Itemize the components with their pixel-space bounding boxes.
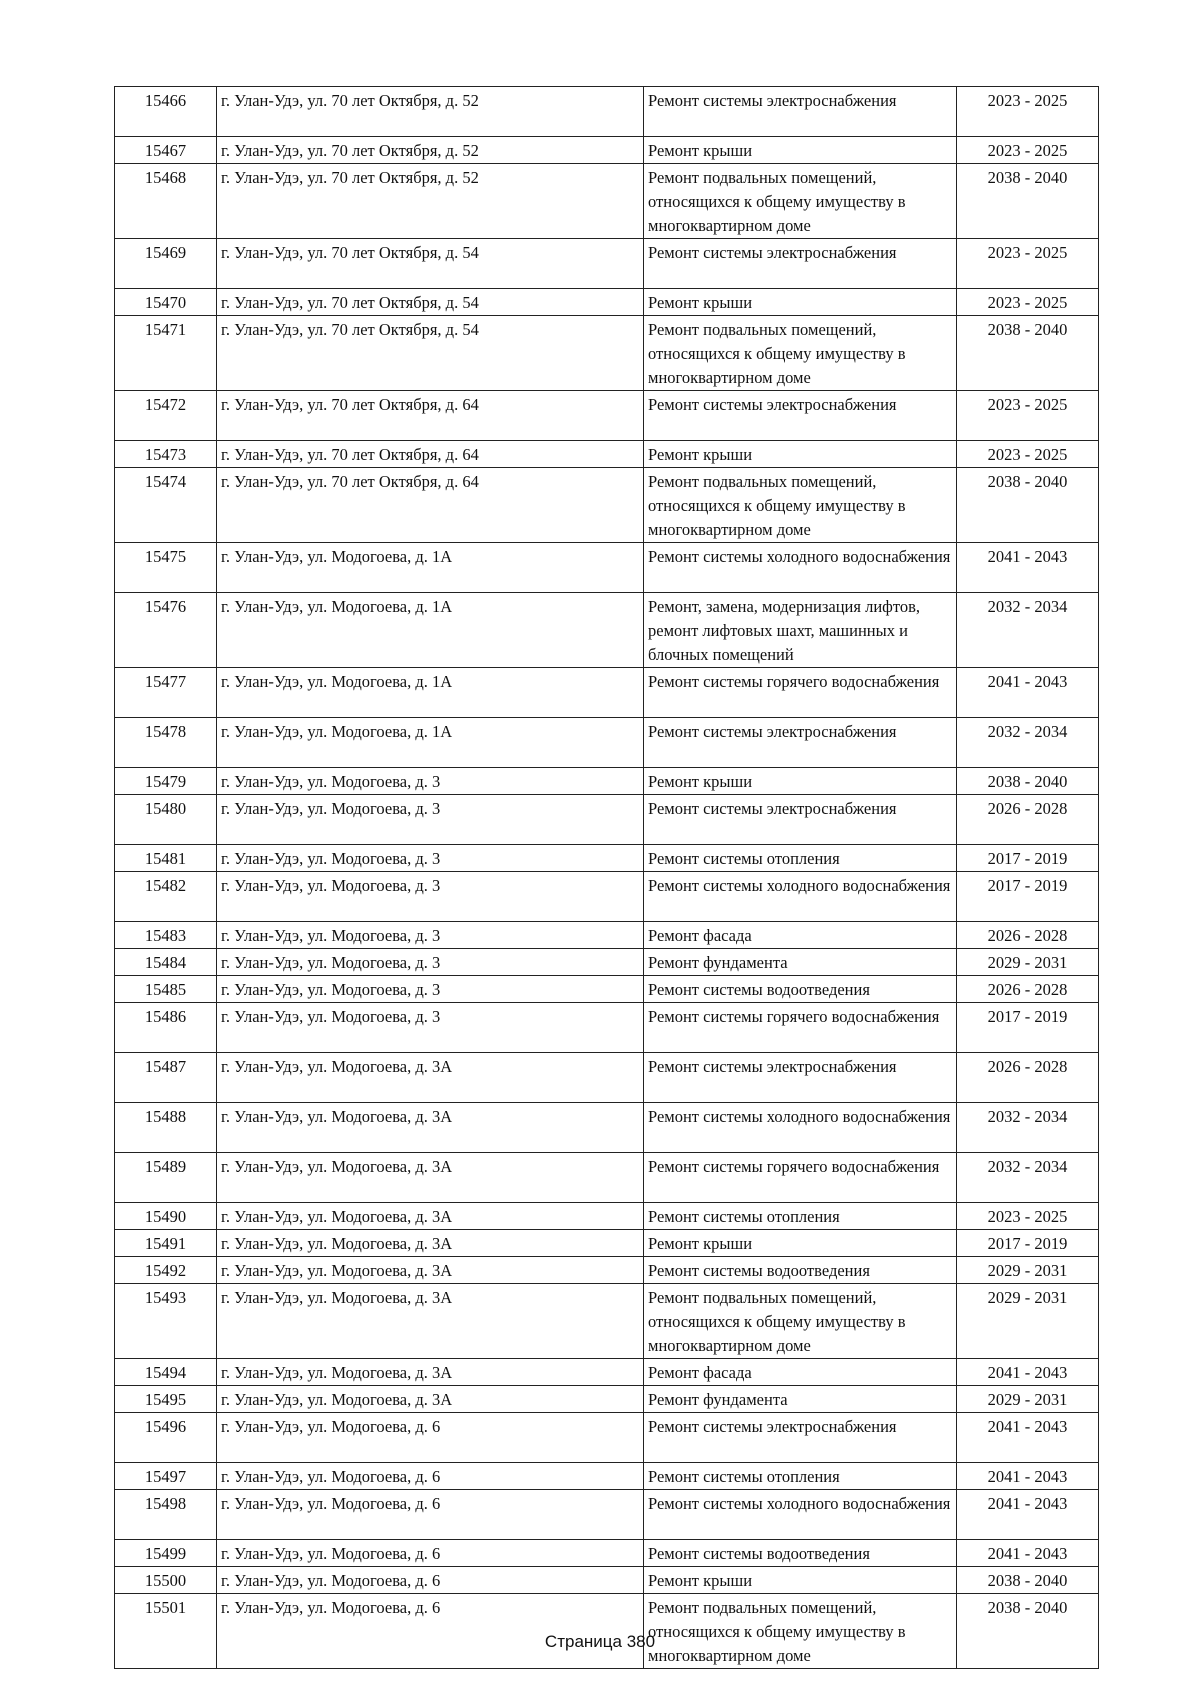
row-number-cell: 15481 — [115, 845, 217, 872]
row-number-cell: 15487 — [115, 1053, 217, 1103]
period-cell: 2041 - 2043 — [957, 1359, 1099, 1386]
row-number-cell: 15488 — [115, 1103, 217, 1153]
table-row — [115, 976, 1099, 1003]
period-cell: 2023 - 2025 — [957, 289, 1099, 316]
work-type-cell: Ремонт системы холодного водоснабжения — [644, 1490, 957, 1540]
address-cell: г. Улан-Удэ, ул. Модогоева, д. 3 — [217, 768, 644, 795]
address-cell: г. Улан-Удэ, ул. Модогоева, д. 6 — [217, 1463, 644, 1490]
work-type-cell: Ремонт системы горячего водоснабжения — [644, 1003, 957, 1053]
work-type-cell: Ремонт системы отопления — [644, 1463, 957, 1490]
row-number-cell: 15495 — [115, 1386, 217, 1413]
period-cell: 2029 - 2031 — [957, 949, 1099, 976]
work-type-cell: Ремонт системы отопления — [644, 845, 957, 872]
table-row — [115, 1230, 1099, 1257]
row-number-cell: 15469 — [115, 239, 217, 289]
period-cell: 2032 - 2034 — [957, 1153, 1099, 1203]
table-row — [115, 872, 1099, 922]
table-row — [115, 1053, 1099, 1103]
work-type-cell: Ремонт подвальных помещений, относящихся к общему имуществу в многоквартирном доме — [644, 468, 957, 543]
table-row — [115, 1490, 1099, 1540]
work-type-cell: Ремонт подвальных помещений, относящихся к общему имуществу в многоквартирном доме — [644, 1594, 957, 1669]
row-number-cell: 15489 — [115, 1153, 217, 1203]
row-number-cell: 15493 — [115, 1284, 217, 1359]
address-cell: г. Улан-Удэ, ул. Модогоева, д. 3А — [217, 1284, 644, 1359]
period-cell: 2023 - 2025 — [957, 391, 1099, 441]
row-number-cell: 15483 — [115, 922, 217, 949]
row-number-cell: 15494 — [115, 1359, 217, 1386]
table-row — [115, 1540, 1099, 1567]
row-number-cell: 15476 — [115, 593, 217, 668]
address-cell: г. Улан-Удэ, ул. 70 лет Октября, д. 52 — [217, 164, 644, 239]
period-cell: 2026 - 2028 — [957, 795, 1099, 845]
period-cell: 2038 - 2040 — [957, 1594, 1099, 1669]
work-type-cell: Ремонт крыши — [644, 768, 957, 795]
row-number-cell: 15470 — [115, 289, 217, 316]
table-row — [115, 289, 1099, 316]
period-cell: 2023 - 2025 — [957, 1203, 1099, 1230]
table-row — [115, 1386, 1099, 1413]
address-cell: г. Улан-Удэ, ул. Модогоева, д. 6 — [217, 1490, 644, 1540]
period-cell: 2017 - 2019 — [957, 1003, 1099, 1053]
row-number-cell: 15479 — [115, 768, 217, 795]
address-cell: г. Улан-Удэ, ул. 70 лет Октября, д. 54 — [217, 239, 644, 289]
address-cell: г. Улан-Удэ, ул. Модогоева, д. 3 — [217, 1003, 644, 1053]
address-cell: г. Улан-Удэ, ул. Модогоева, д. 3А — [217, 1359, 644, 1386]
address-cell: г. Улан-Удэ, ул. Модогоева, д. 1А — [217, 718, 644, 768]
table-row — [115, 543, 1099, 593]
table-row — [115, 164, 1099, 239]
row-number-cell: 15496 — [115, 1413, 217, 1463]
work-type-cell: Ремонт системы электроснабжения — [644, 87, 957, 137]
row-number-cell: 15474 — [115, 468, 217, 543]
work-type-cell: Ремонт системы холодного водоснабжения — [644, 1103, 957, 1153]
work-type-cell: Ремонт крыши — [644, 289, 957, 316]
row-number-cell: 15466 — [115, 87, 217, 137]
period-cell: 2032 - 2034 — [957, 1103, 1099, 1153]
work-type-cell: Ремонт системы электроснабжения — [644, 1413, 957, 1463]
address-cell: г. Улан-Удэ, ул. Модогоева, д. 3А — [217, 1103, 644, 1153]
period-cell: 2032 - 2034 — [957, 593, 1099, 668]
address-cell: г. Улан-Удэ, ул. 70 лет Октября, д. 52 — [217, 137, 644, 164]
work-type-cell: Ремонт системы водоотведения — [644, 976, 957, 1003]
address-cell: г. Улан-Удэ, ул. Модогоева, д. 3 — [217, 949, 644, 976]
work-type-cell: Ремонт фасада — [644, 1359, 957, 1386]
page-number: Страница 380 — [544, 1632, 656, 1651]
table-row — [115, 795, 1099, 845]
table-row — [115, 1359, 1099, 1386]
address-cell: г. Улан-Удэ, ул. Модогоева, д. 6 — [217, 1540, 644, 1567]
address-cell: г. Улан-Удэ, ул. Модогоева, д. 3 — [217, 976, 644, 1003]
period-cell: 2032 - 2034 — [957, 718, 1099, 768]
row-number-cell: 15490 — [115, 1203, 217, 1230]
work-type-cell: Ремонт фасада — [644, 922, 957, 949]
row-number-cell: 15497 — [115, 1463, 217, 1490]
table-row — [115, 1257, 1099, 1284]
row-number-cell: 15501 — [115, 1594, 217, 1669]
table-row — [115, 768, 1099, 795]
address-cell: г. Улан-Удэ, ул. 70 лет Октября, д. 64 — [217, 441, 644, 468]
table-row — [115, 922, 1099, 949]
work-type-cell: Ремонт крыши — [644, 1230, 957, 1257]
work-type-cell: Ремонт системы электроснабжения — [644, 718, 957, 768]
table-row — [115, 391, 1099, 441]
table-row — [115, 1463, 1099, 1490]
row-number-cell: 15499 — [115, 1540, 217, 1567]
period-cell: 2026 - 2028 — [957, 922, 1099, 949]
repair-schedule-table — [114, 86, 1099, 1669]
row-number-cell: 15473 — [115, 441, 217, 468]
period-cell: 2023 - 2025 — [957, 87, 1099, 137]
table-row — [115, 1103, 1099, 1153]
table-row — [115, 845, 1099, 872]
table-row — [115, 1153, 1099, 1203]
period-cell: 2041 - 2043 — [957, 1490, 1099, 1540]
work-type-cell: Ремонт системы электроснабжения — [644, 239, 957, 289]
table-row — [115, 137, 1099, 164]
address-cell: г. Улан-Удэ, ул. Модогоева, д. 3 — [217, 845, 644, 872]
address-cell: г. Улан-Удэ, ул. Модогоева, д. 6 — [217, 1594, 644, 1669]
row-number-cell: 15482 — [115, 872, 217, 922]
period-cell: 2029 - 2031 — [957, 1386, 1099, 1413]
address-cell: г. Улан-Удэ, ул. Модогоева, д. 1А — [217, 668, 644, 718]
work-type-cell: Ремонт системы водоотведения — [644, 1540, 957, 1567]
address-cell: г. Улан-Удэ, ул. Модогоева, д. 6 — [217, 1567, 644, 1594]
table-row — [115, 239, 1099, 289]
address-cell: г. Улан-Удэ, ул. Модогоева, д. 6 — [217, 1413, 644, 1463]
period-cell: 2038 - 2040 — [957, 1567, 1099, 1594]
row-number-cell: 15468 — [115, 164, 217, 239]
period-cell: 2023 - 2025 — [957, 137, 1099, 164]
address-cell: г. Улан-Удэ, ул. 70 лет Октября, д. 64 — [217, 468, 644, 543]
table-row — [115, 1413, 1099, 1463]
work-type-cell: Ремонт фундамента — [644, 1386, 957, 1413]
table-row — [115, 1203, 1099, 1230]
row-number-cell: 15467 — [115, 137, 217, 164]
work-type-cell: Ремонт системы электроснабжения — [644, 795, 957, 845]
table-body — [115, 87, 1099, 1669]
period-cell: 2041 - 2043 — [957, 1413, 1099, 1463]
address-cell: г. Улан-Удэ, ул. Модогоева, д. 3А — [217, 1230, 644, 1257]
row-number-cell: 15498 — [115, 1490, 217, 1540]
address-cell: г. Улан-Удэ, ул. Модогоева, д. 3А — [217, 1257, 644, 1284]
row-number-cell: 15471 — [115, 316, 217, 391]
address-cell: г. Улан-Удэ, ул. Модогоева, д. 3А — [217, 1153, 644, 1203]
address-cell: г. Улан-Удэ, ул. 70 лет Октября, д. 64 — [217, 391, 644, 441]
row-number-cell: 15480 — [115, 795, 217, 845]
period-cell: 2017 - 2019 — [957, 872, 1099, 922]
period-cell: 2038 - 2040 — [957, 468, 1099, 543]
row-number-cell: 15485 — [115, 976, 217, 1003]
address-cell: г. Улан-Удэ, ул. Модогоева, д. 1А — [217, 543, 644, 593]
row-number-cell: 15475 — [115, 543, 217, 593]
work-type-cell: Ремонт системы холодного водоснабжения — [644, 872, 957, 922]
period-cell: 2023 - 2025 — [957, 441, 1099, 468]
address-cell: г. Улан-Удэ, ул. Модогоева, д. 3А — [217, 1053, 644, 1103]
table-row — [115, 1594, 1099, 1669]
row-number-cell: 15484 — [115, 949, 217, 976]
row-number-cell: 15472 — [115, 391, 217, 441]
table-row — [115, 468, 1099, 543]
row-number-cell: 15492 — [115, 1257, 217, 1284]
period-cell: 2023 - 2025 — [957, 239, 1099, 289]
row-number-cell: 15491 — [115, 1230, 217, 1257]
table-row — [115, 718, 1099, 768]
period-cell: 2041 - 2043 — [957, 1540, 1099, 1567]
table-row — [115, 593, 1099, 668]
address-cell: г. Улан-Удэ, ул. Модогоева, д. 3 — [217, 922, 644, 949]
work-type-cell: Ремонт крыши — [644, 1567, 957, 1594]
table-row — [115, 441, 1099, 468]
work-type-cell: Ремонт фундамента — [644, 949, 957, 976]
work-type-cell: Ремонт подвальных помещений, относящихся к общему имуществу в многоквартирном доме — [644, 316, 957, 391]
work-type-cell: Ремонт крыши — [644, 441, 957, 468]
period-cell: 2017 - 2019 — [957, 845, 1099, 872]
period-cell: 2017 - 2019 — [957, 1230, 1099, 1257]
period-cell: 2041 - 2043 — [957, 1463, 1099, 1490]
table-row — [115, 668, 1099, 718]
address-cell: г. Улан-Удэ, ул. Модогоева, д. 3А — [217, 1203, 644, 1230]
address-cell: г. Улан-Удэ, ул. Модогоева, д. 3А — [217, 1386, 644, 1413]
table-row — [115, 1567, 1099, 1594]
address-cell: г. Улан-Удэ, ул. 70 лет Октября, д. 52 — [217, 87, 644, 137]
period-cell: 2026 - 2028 — [957, 976, 1099, 1003]
period-cell: 2041 - 2043 — [957, 668, 1099, 718]
row-number-cell: 15500 — [115, 1567, 217, 1594]
work-type-cell: Ремонт системы электроснабжения — [644, 391, 957, 441]
work-type-cell: Ремонт, замена, модернизация лифтов, ремонт лифтовых шахт, машинных и блочных помещений — [644, 593, 957, 668]
period-cell: 2038 - 2040 — [957, 768, 1099, 795]
work-type-cell: Ремонт системы электроснабжения — [644, 1053, 957, 1103]
address-cell: г. Улан-Удэ, ул. Модогоева, д. 3 — [217, 795, 644, 845]
work-type-cell: Ремонт системы горячего водоснабжения — [644, 1153, 957, 1203]
table-row — [115, 316, 1099, 391]
row-number-cell: 15477 — [115, 668, 217, 718]
address-cell: г. Улан-Удэ, ул. Модогоева, д. 3 — [217, 872, 644, 922]
row-number-cell: 15486 — [115, 1003, 217, 1053]
period-cell: 2029 - 2031 — [957, 1284, 1099, 1359]
address-cell: г. Улан-Удэ, ул. 70 лет Октября, д. 54 — [217, 316, 644, 391]
period-cell: 2029 - 2031 — [957, 1257, 1099, 1284]
work-type-cell: Ремонт системы отопления — [644, 1203, 957, 1230]
work-type-cell: Ремонт крыши — [644, 137, 957, 164]
address-cell: г. Улан-Удэ, ул. Модогоева, д. 1А — [217, 593, 644, 668]
address-cell: г. Улан-Удэ, ул. 70 лет Октября, д. 54 — [217, 289, 644, 316]
table-row — [115, 1003, 1099, 1053]
period-cell: 2038 - 2040 — [957, 316, 1099, 391]
work-type-cell: Ремонт системы холодного водоснабжения — [644, 543, 957, 593]
period-cell: 2038 - 2040 — [957, 164, 1099, 239]
work-type-cell: Ремонт подвальных помещений, относящихся к общему имуществу в многоквартирном доме — [644, 164, 957, 239]
table-row — [115, 87, 1099, 137]
period-cell: 2041 - 2043 — [957, 543, 1099, 593]
work-type-cell: Ремонт системы горячего водоснабжения — [644, 668, 957, 718]
table-row — [115, 949, 1099, 976]
row-number-cell: 15478 — [115, 718, 217, 768]
work-type-cell: Ремонт системы водоотведения — [644, 1257, 957, 1284]
table-row — [115, 1284, 1099, 1359]
work-type-cell: Ремонт подвальных помещений, относящихся к общему имуществу в многоквартирном доме — [644, 1284, 957, 1359]
period-cell: 2026 - 2028 — [957, 1053, 1099, 1103]
